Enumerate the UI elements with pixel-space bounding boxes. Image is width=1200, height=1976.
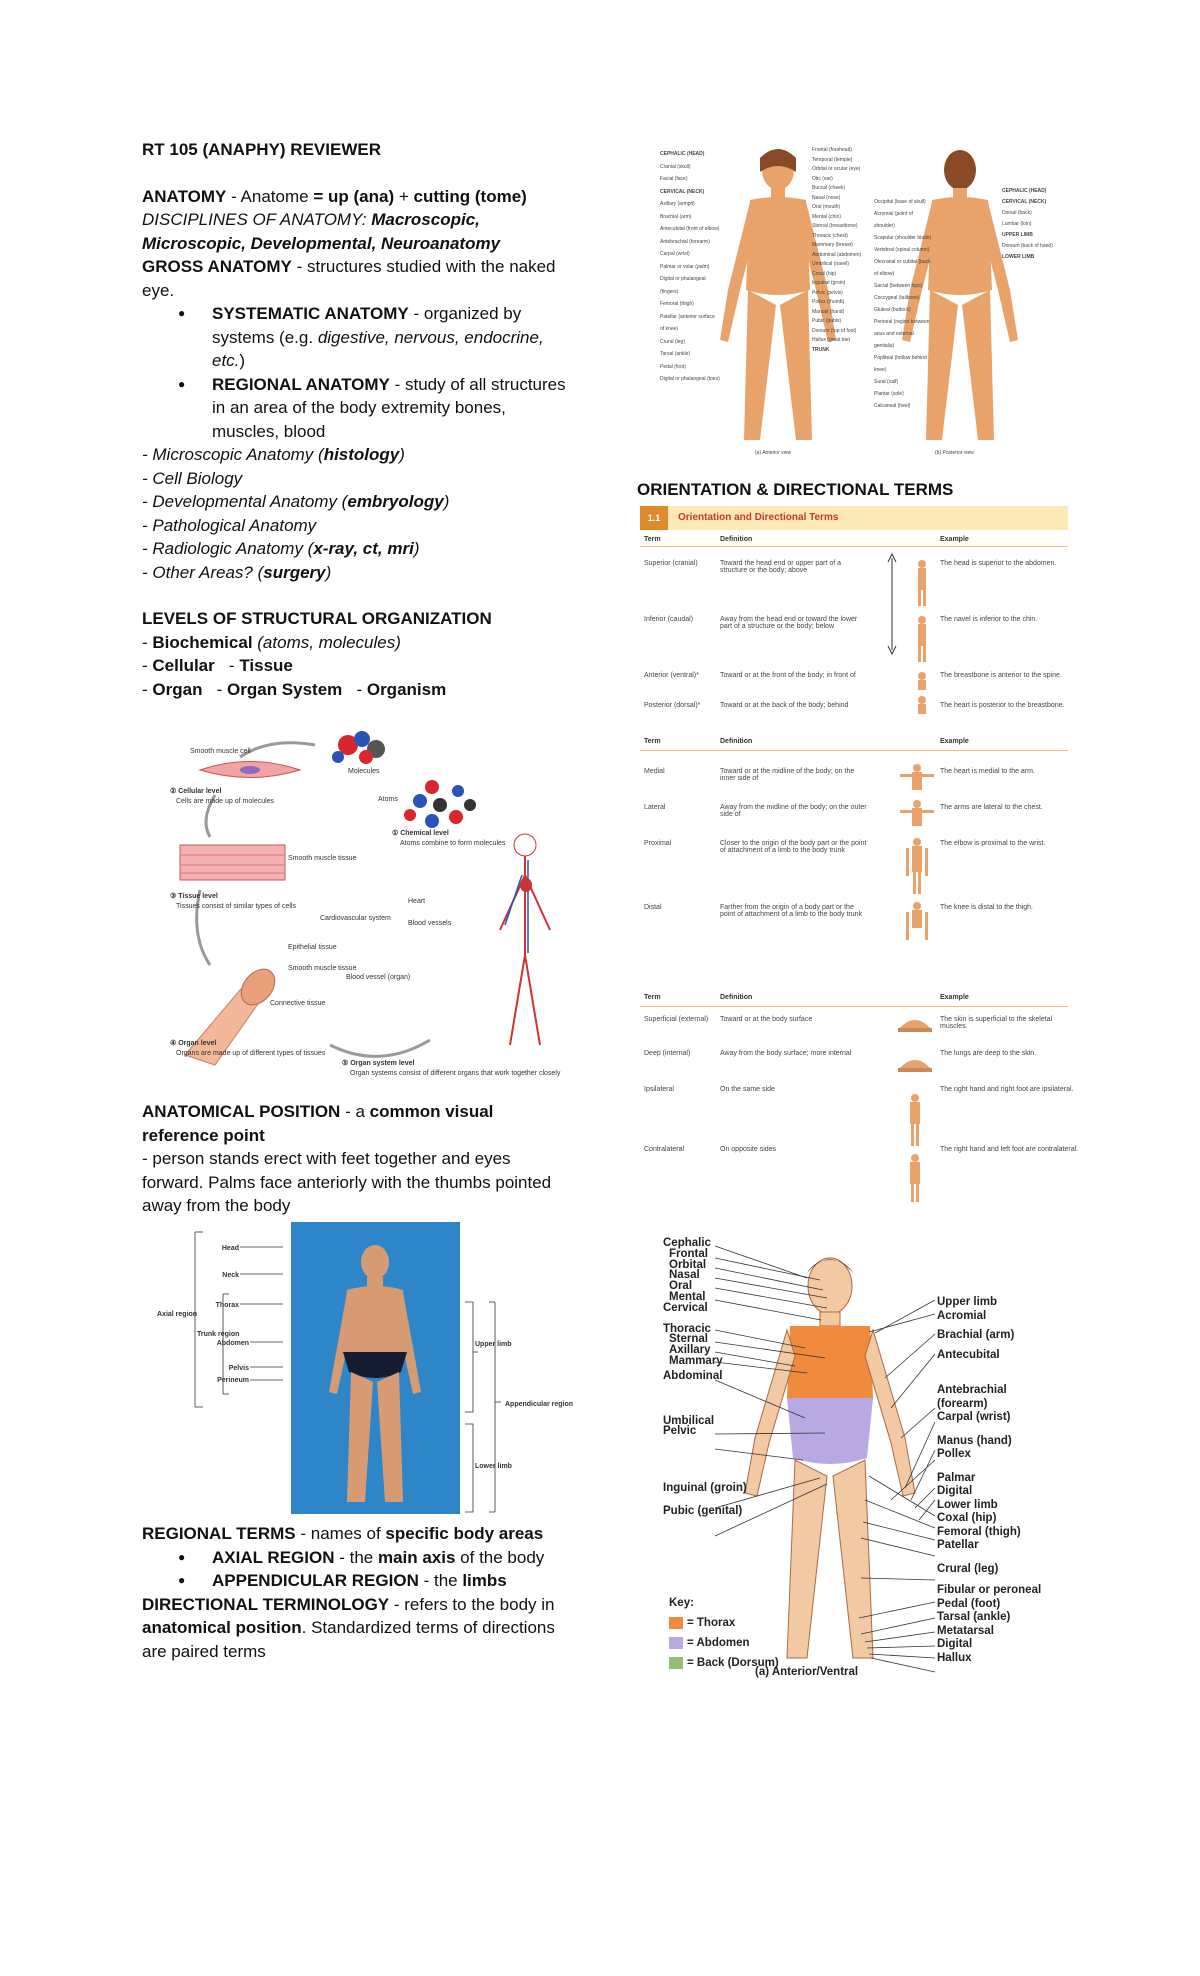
svg-text:Organ systems consist of diffe: Organ systems consist of different organs that work together closely: [350, 1070, 561, 1077]
orientation-heading: ORIENTATION & DIRECTIONAL TERMS: [637, 480, 954, 499]
regional-terms-section: REGIONAL TERMS - names of specific body areas ● AXIAL REGION - the main axis of the body ● APPENDICULAR REGION - the limbs DIRECTIONAL TERMINOLOGY - refers to the body in anatomical position. Standardized terms of directions are paired terms: [142, 1522, 572, 1663]
svg-text:Head: Head: [221, 1245, 239, 1252]
figure-icon: [900, 764, 934, 940]
back-swatch: [669, 1657, 683, 1669]
page-title: RT 105 (ANAPHY) REVIEWER: [142, 140, 381, 159]
directional-terminology: DIRECTIONAL TERMINOLOGY - refers to the body in anatomical position. Standardized terms of directions are paired terms: [142, 1594, 555, 1661]
back-right-labels: CEPHALIC (HEAD) CERVICAL (NECK) Dorsal (back) Lumbar (loin) UPPER LIMB Dorsum (back of hand) LOWER LIMB: [1002, 188, 1053, 260]
svg-text:Cells are made up of molecules: Cells are made up of molecules: [176, 798, 275, 805]
svg-text:② Cellular level: ② Cellular level: [170, 788, 222, 795]
svg-text:Atoms combine to form molecule: Atoms combine to form molecules: [400, 840, 506, 847]
levels-heading: LEVELS OF STRUCTURAL ORGANIZATION: [142, 609, 492, 628]
svg-text:① Chemical level: ① Chemical level: [392, 830, 449, 837]
list-item: - Cell Biology: [142, 468, 243, 488]
levels-line-1: - Biochemical (atoms, molecules): [142, 632, 401, 652]
svg-text:⑤ Organ system level: ⑤ Organ system level: [342, 1060, 415, 1067]
list-item: - Other Areas? (surgery): [142, 562, 332, 582]
figure-icon: [898, 1020, 932, 1202]
list-item: - Pathological Anatomy: [142, 515, 317, 535]
list-item: ● APPENDICULAR REGION - the limbs: [212, 1569, 572, 1593]
table-title: Orientation and Directional Terms: [678, 512, 839, 523]
list-item: ● SYSTEMATIC ANATOMY - organized by systems (e.g. digestive, nervous, endocrine, etc.): [212, 302, 572, 373]
svg-text:Organs are made up of differen: Organs are made up of different types of tissues: [176, 1050, 326, 1057]
list-item: ● AXIAL REGION - the main axis of the body: [212, 1546, 572, 1570]
smooth-muscle-tissue-icon: [180, 845, 285, 880]
svg-text:Epithelial tissue: Epithelial tissue: [288, 944, 337, 951]
svg-text:Blood vessel (organ): Blood vessel (organ): [346, 974, 411, 981]
svg-text:Pelvis: Pelvis: [228, 1365, 249, 1372]
list-item: ● REGIONAL ANATOMY - study of all structures in an area of the body extremity bones, muscles, blood: [212, 373, 572, 444]
svg-text:Perineum: Perineum: [217, 1377, 249, 1384]
svg-text:Axial region: Axial region: [157, 1311, 198, 1318]
svg-text:③ Tissue level: ③ Tissue level: [170, 893, 218, 900]
svg-text:Abdomen: Abdomen: [216, 1340, 249, 1347]
svg-text:Neck: Neck: [222, 1272, 239, 1279]
svg-text:④ Organ level: ④ Organ level: [170, 1040, 217, 1047]
molecules-icon: [332, 731, 385, 764]
left-column-top: [142, 138, 572, 701]
levels-line-3: - Organ - Organ System - Organism: [142, 679, 447, 699]
svg-text:Smooth muscle tissue: Smooth muscle tissue: [288, 965, 357, 972]
ventral-right-labels: Upper limb Acromial Brachial (arm) Antecubital Antebrachial (forearm) Carpal (wrist) Manus (hand) Pollex Palmar Digital Lower limb Coxal (hip) Femoral (thigh) Patellar Crural (leg) Fibular or peroneal Pedal (foot) Tarsal (ankle) Metatarsal Digital Hallux: [937, 1296, 1042, 1664]
svg-text:Smooth muscle tissue: Smooth muscle tissue: [288, 855, 357, 862]
directional-table-1: 1.1 Orientation and Directional Terms Term Definition Example Superior (cranial) Toward the head end or upper part of a structure or the body; above The head is superior to the abdomen. Inferior (caudal) Away from the head end or toward the lower part of a structure or the body; below The navel is inferior to the chin. Anterior (ventral)* Toward or at the front of the body; in front of The breastbone is anterior to the spine. Posterior (dorsal)* Toward or at the back of the body; behind The heart is posterior to the breastbone.: [640, 506, 1068, 716]
svg-text:Lower limb: Lower limb: [475, 1463, 512, 1470]
disciplines-line: DISCIPLINES OF ANATOMY: Macroscopic, Microscopic, Developmental, Neuroanatomy: [142, 210, 501, 253]
thorax-swatch: [669, 1617, 683, 1629]
svg-text:Molecules: Molecules: [348, 768, 380, 775]
svg-text:Blood vessels: Blood vessels: [408, 920, 452, 927]
anatomy-types-list: [142, 302, 572, 443]
svg-text:Atoms: Atoms: [378, 796, 398, 803]
color-key: Key: = Thorax = Abdomen = Back (Dorsum): [669, 1597, 779, 1669]
posterior-view-caption: (b) Posterior view: [935, 450, 974, 456]
directional-table-2: Term Definition Example Medial Toward or at the midline of the body; on the inner side of The heart is medial to the arm. Lateral Away from the midline of the body; on the outer side of The arms are lateral to the chest. Proximal Closer to the origin of the body part or the point of attachment of a limb to the body trunk The elbow is proximal to the wrist. Distal Farther from the origin of a body part or the point of attachment of a limb to the body trunk The knee is distal to the thigh.: [640, 738, 1068, 948]
abdomen-swatch: [669, 1637, 683, 1649]
list-item: - Radiologic Anatomy (x-ray, ct, mri): [142, 539, 420, 558]
anatomy-areas: [142, 443, 572, 584]
ventral-left-labels: Cephalic Frontal Orbital Nasal Oral Mental Cervical Thoracic Sternal Axillary Mammary Abdominal Umbilical Pelvic Inguinal (groin) Pubic (genital): [663, 1237, 747, 1517]
list-item: - Developmental Anatomy (embryology): [142, 492, 450, 511]
svg-text:Smooth muscle cell: Smooth muscle cell: [190, 748, 251, 755]
anatomical-position-section: ANATOMICAL POSITION - a common visual reference point - person stands erect with feet together and eyes forward. Palms face anteriorly with the thumbs pointed away from the body: [142, 1102, 552, 1215]
svg-text:Appendicular region: Appendicular region: [505, 1401, 574, 1408]
svg-text:Heart: Heart: [408, 898, 426, 905]
back-left-labels: Occipital (base of skull) Acromial (point of shoulder) Scapular (shoulder blade) Vertebral (spinal column) Olecranal or cubital (back of elbow) Sacral (between hips) Coccygeal (tailbone) Gluteal (buttock) Perineal (region between anus and external genitalia) Popliteal (hollow behind knee) Sural (calf) Plantar (sole) Calcaneal (heel): [874, 199, 932, 409]
atoms-icon: [404, 780, 476, 828]
gross-anatomy: GROSS ANATOMY - structures studied with the naked eye.: [142, 257, 556, 300]
ventral-caption: (a) Anterior/Ventral: [755, 1666, 859, 1678]
anatomy-definition: ANATOMY - Anatome = up (ana) + cutting (tome): [142, 186, 527, 206]
list-item: - Microscopic Anatomy (histology): [142, 445, 405, 464]
front-left-labels: CEPHALIC (HEAD) Cranial (skull) Facial (face) CERVICAL (NECK) Axillary (armpit) Brachial (arm) Antecubital (front of elbow) Antebrachial (forearm) Carpal (wrist) Palmar or volar (palm) Digital or phalangeal (fingers) Femoral (thigh) Patellar (anterior surface of knee) Crural (leg) Tarsal (ankle) Pedal (foot) Digital or phalangeal (toes): [660, 151, 720, 382]
front-right-labels: Frontal (forehead) Temporal (temple) Orbital or ocular (eye) Otic (ear) Buccal (cheek) Nasal (nose) Oral (mouth) Mental (chin) Sternal (breastbone) Thoracic (chest) Mammary (breast) Abdominal (abdomen) Umbilical (navel) Coxal (hip) Inguinal (groin) Pelvic (pelvis) Pollex (thumb) Manual (hand) Pubic (pubis) Dorsum (top of foot) Hallux (great toe) TRUNK: [812, 147, 862, 353]
svg-text:Upper limb: Upper limb: [475, 1341, 512, 1348]
anterior-view-caption: (a) Anterior view: [755, 450, 792, 456]
levels-line-2: - Cellular - Tissue: [142, 656, 293, 675]
svg-text:Tissues consist of similar typ: Tissues consist of similar types of cells: [176, 903, 296, 910]
levels-organization-figure: [170, 725, 570, 1090]
svg-text:Cardiovascular system: Cardiovascular system: [320, 915, 391, 922]
region-list: [142, 1546, 572, 1593]
figure-icon: [918, 560, 926, 714]
cardiovascular-system-figure: [500, 834, 550, 1045]
anterior-ventral-figure: [655, 1238, 1075, 1678]
directional-table-3: Term Definition Example Superficial (external) Toward or at the body surface The skin is superficial to the skeletal muscles. Deep (internal) Away from the body surface; more internal The lungs are deep to the skin. Ipsilateral On the same side The right hand and right foot are ipsilateral. Contralateral On opposite sides The right hand and left foot are contralateral.: [640, 994, 1068, 1204]
svg-text:Trunk region: Trunk region: [197, 1331, 240, 1338]
svg-text:Thorax: Thorax: [215, 1302, 239, 1309]
anatomical-position-figure: [155, 1222, 575, 1514]
svg-text:Connective tissue: Connective tissue: [270, 1000, 326, 1007]
